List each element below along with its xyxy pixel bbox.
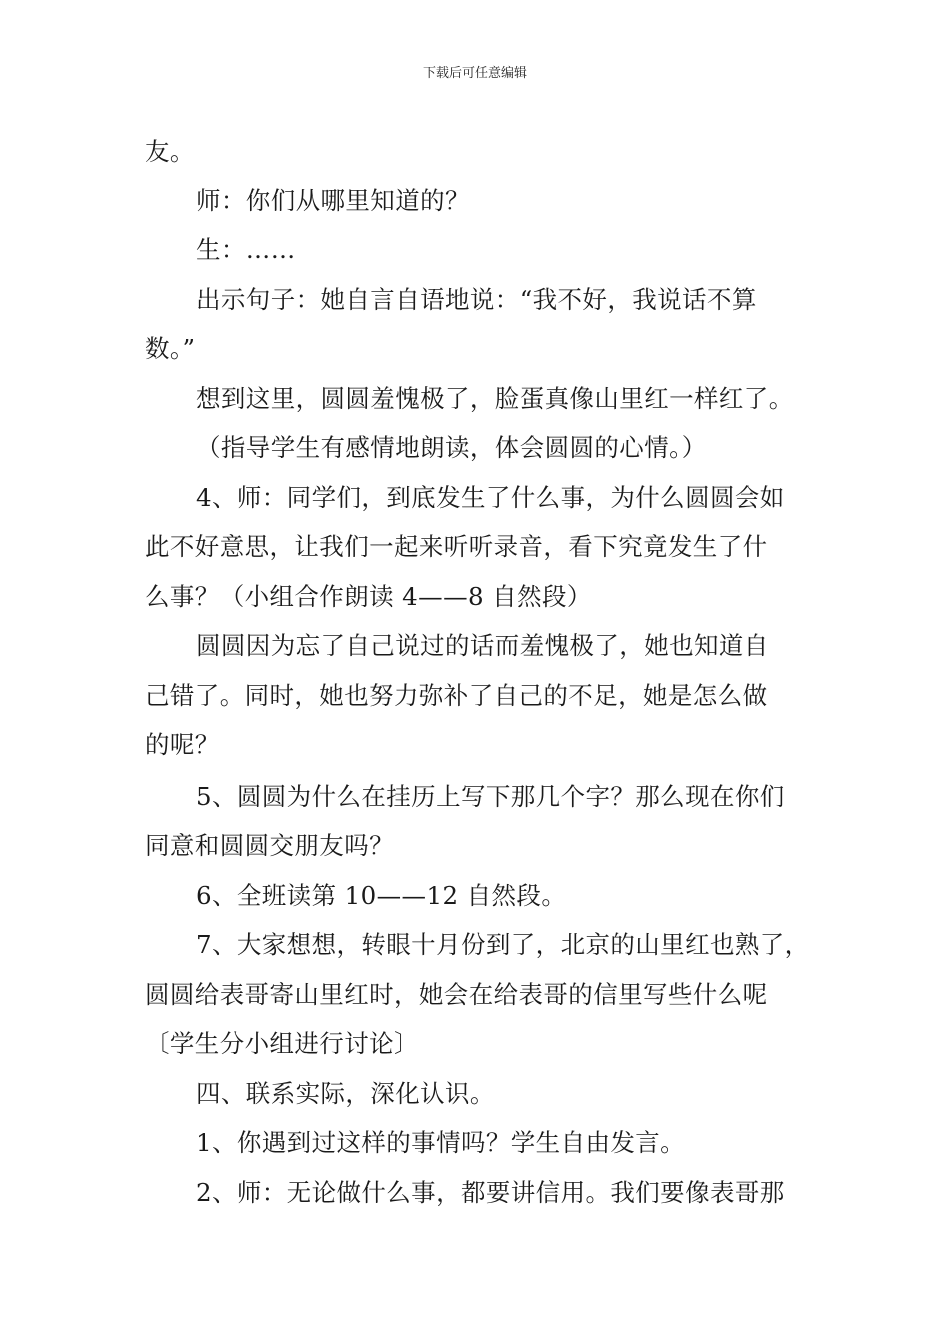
text-line: 7、大家想想，转眼十月份到了，北京的山里红也熟了， <box>196 930 810 959</box>
text-line: 四、联系实际，深化认识。 <box>196 1079 495 1108</box>
text-line: 圆圆因为忘了自己说过的话而羞愧极了，她也知道自 <box>196 631 769 660</box>
text-line: 圆圆给表哥寄山里红时，她会在给表哥的信里写些什么呢 <box>145 980 768 1009</box>
text-line: 1、你遇到过这样的事情吗？学生自由发言。 <box>196 1128 686 1157</box>
text-line: 友。 <box>145 137 195 166</box>
text-line: 此不好意思，让我们一起来听听录音，看下究竟发生了什 <box>145 532 768 561</box>
text-line: 4、师：同学们，到底发生了什么事，为什么圆圆会如 <box>196 483 785 512</box>
text-line: 5、圆圆为什么在挂历上写下那几个字？那么现在你们 <box>196 782 785 811</box>
text-line: 的呢？ <box>145 730 220 759</box>
text-line: 2、师：无论做什么事，都要讲信用。我们要像表哥那 <box>196 1178 785 1207</box>
text-line: 生：…… <box>196 235 296 264</box>
text-line: 师：你们从哪里知道的？ <box>196 186 470 215</box>
text-line: （指导学生有感情地朗读，体会圆圆的心情。） <box>196 433 707 462</box>
text-line: 出示句子：她自言自语地说：“我不好，我说话不算 <box>196 285 757 314</box>
page-header: 下载后可任意编辑 <box>422 66 527 81</box>
text-line: 6、全班读第 10——12 自然段。 <box>196 881 567 910</box>
text-line: 么事？（小组合作朗读 4——8 自然段） <box>145 582 592 611</box>
text-line: 同意和圆圆交朋友吗？ <box>145 831 394 860</box>
text-line: 数。” <box>145 334 196 363</box>
text-line: 想到这里，圆圆羞愧极了，脸蛋真像山里红一样红了。 <box>196 384 794 413</box>
text-line: 己错了。同时，她也努力弥补了自己的不足，她是怎么做 <box>145 681 768 710</box>
text-line: 〔学生分小组进行讨论〕 <box>145 1029 419 1058</box>
